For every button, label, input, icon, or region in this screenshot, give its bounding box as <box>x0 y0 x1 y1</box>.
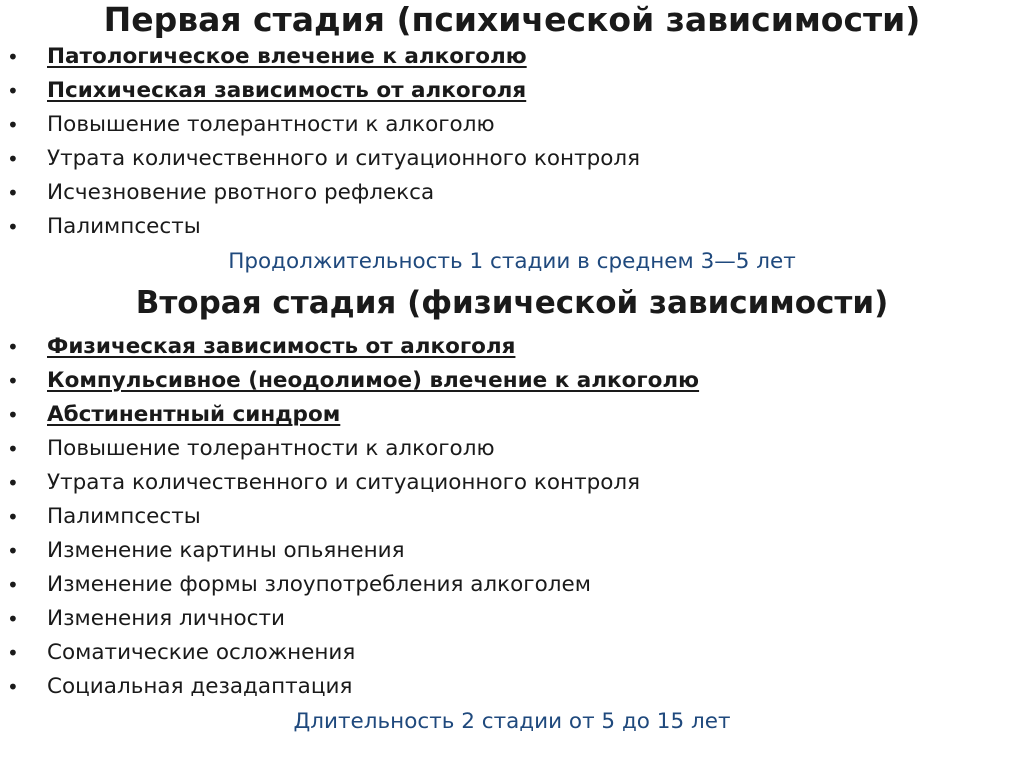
list-item <box>0 210 640 244</box>
list-item-text: Повышение толерантности к алкоголю <box>47 436 495 461</box>
list-item-text: Утрата количественного и ситуационного контроля <box>47 146 641 171</box>
list-item-text: Повышение толерантности к алкоголю <box>47 112 495 137</box>
list-item-text: Патологическое влечение к алкоголю <box>47 44 527 69</box>
list-item <box>0 40 640 74</box>
stage-2-title: Вторая стадия (физической зависимости) <box>135 285 889 321</box>
bullet-icon: • <box>7 335 19 359</box>
bullet-icon: • <box>7 79 19 103</box>
list-item-text: Палимпсесты <box>47 504 201 529</box>
list-item <box>0 398 699 432</box>
bullet-icon: • <box>7 45 19 69</box>
list-item <box>0 636 699 670</box>
list-item <box>0 432 699 466</box>
list-item-text: Компульсивное (неодолимое) влечение к алкоголю <box>47 368 700 393</box>
list-item-text: Утрата количественного и ситуационного контроля <box>47 470 641 495</box>
list-item <box>0 364 699 398</box>
list-item <box>0 142 640 176</box>
bullet-icon: • <box>7 573 19 597</box>
list-item-text: Физическая зависимость от алкоголя <box>47 334 516 359</box>
bullet-icon: • <box>7 471 19 495</box>
list-item <box>0 534 699 568</box>
stage-1-title: Первая стадия (психической зависимости) <box>103 0 921 39</box>
stage-2-duration: Длительность 2 стадии от 5 до 15 лет <box>293 709 731 734</box>
stage-2-list <box>0 330 699 704</box>
list-item <box>0 74 640 108</box>
bullet-icon: • <box>7 437 19 461</box>
list-item-text: Психическая зависимость от алкоголя <box>47 78 527 103</box>
list-item <box>0 500 699 534</box>
bullet-icon: • <box>7 369 19 393</box>
list-item <box>0 330 699 364</box>
list-item-text: Соматические осложнения <box>47 640 356 665</box>
list-item-text: Социальная дезадаптация <box>47 674 353 699</box>
list-item-text: Изменение формы злоупотребления алкоголем <box>47 572 591 597</box>
list-item <box>0 466 699 500</box>
list-item <box>0 602 699 636</box>
bullet-icon: • <box>7 607 19 631</box>
list-item <box>0 108 640 142</box>
bullet-icon: • <box>7 147 19 171</box>
list-item-text: Изменение картины опьянения <box>47 538 405 563</box>
list-item <box>0 670 699 704</box>
bullet-icon: • <box>7 215 19 239</box>
bullet-icon: • <box>7 181 19 205</box>
bullet-icon: • <box>7 641 19 665</box>
bullet-icon: • <box>7 505 19 529</box>
list-item <box>0 568 699 602</box>
bullet-icon: • <box>7 403 19 427</box>
list-item-text: Изменения личности <box>47 606 285 631</box>
bullet-icon: • <box>7 539 19 563</box>
bullet-icon: • <box>7 675 19 699</box>
stage-1-list <box>0 40 640 244</box>
list-item-text: Исчезновение рвотного рефлекса <box>47 180 435 205</box>
stage-1-duration: Продолжительность 1 стадии в среднем 3—5 лет <box>228 249 796 274</box>
list-item-text: Абстинентный синдром <box>47 402 341 427</box>
list-item <box>0 176 640 210</box>
list-item-text: Палимпсесты <box>47 214 201 239</box>
bullet-icon: • <box>7 113 19 137</box>
